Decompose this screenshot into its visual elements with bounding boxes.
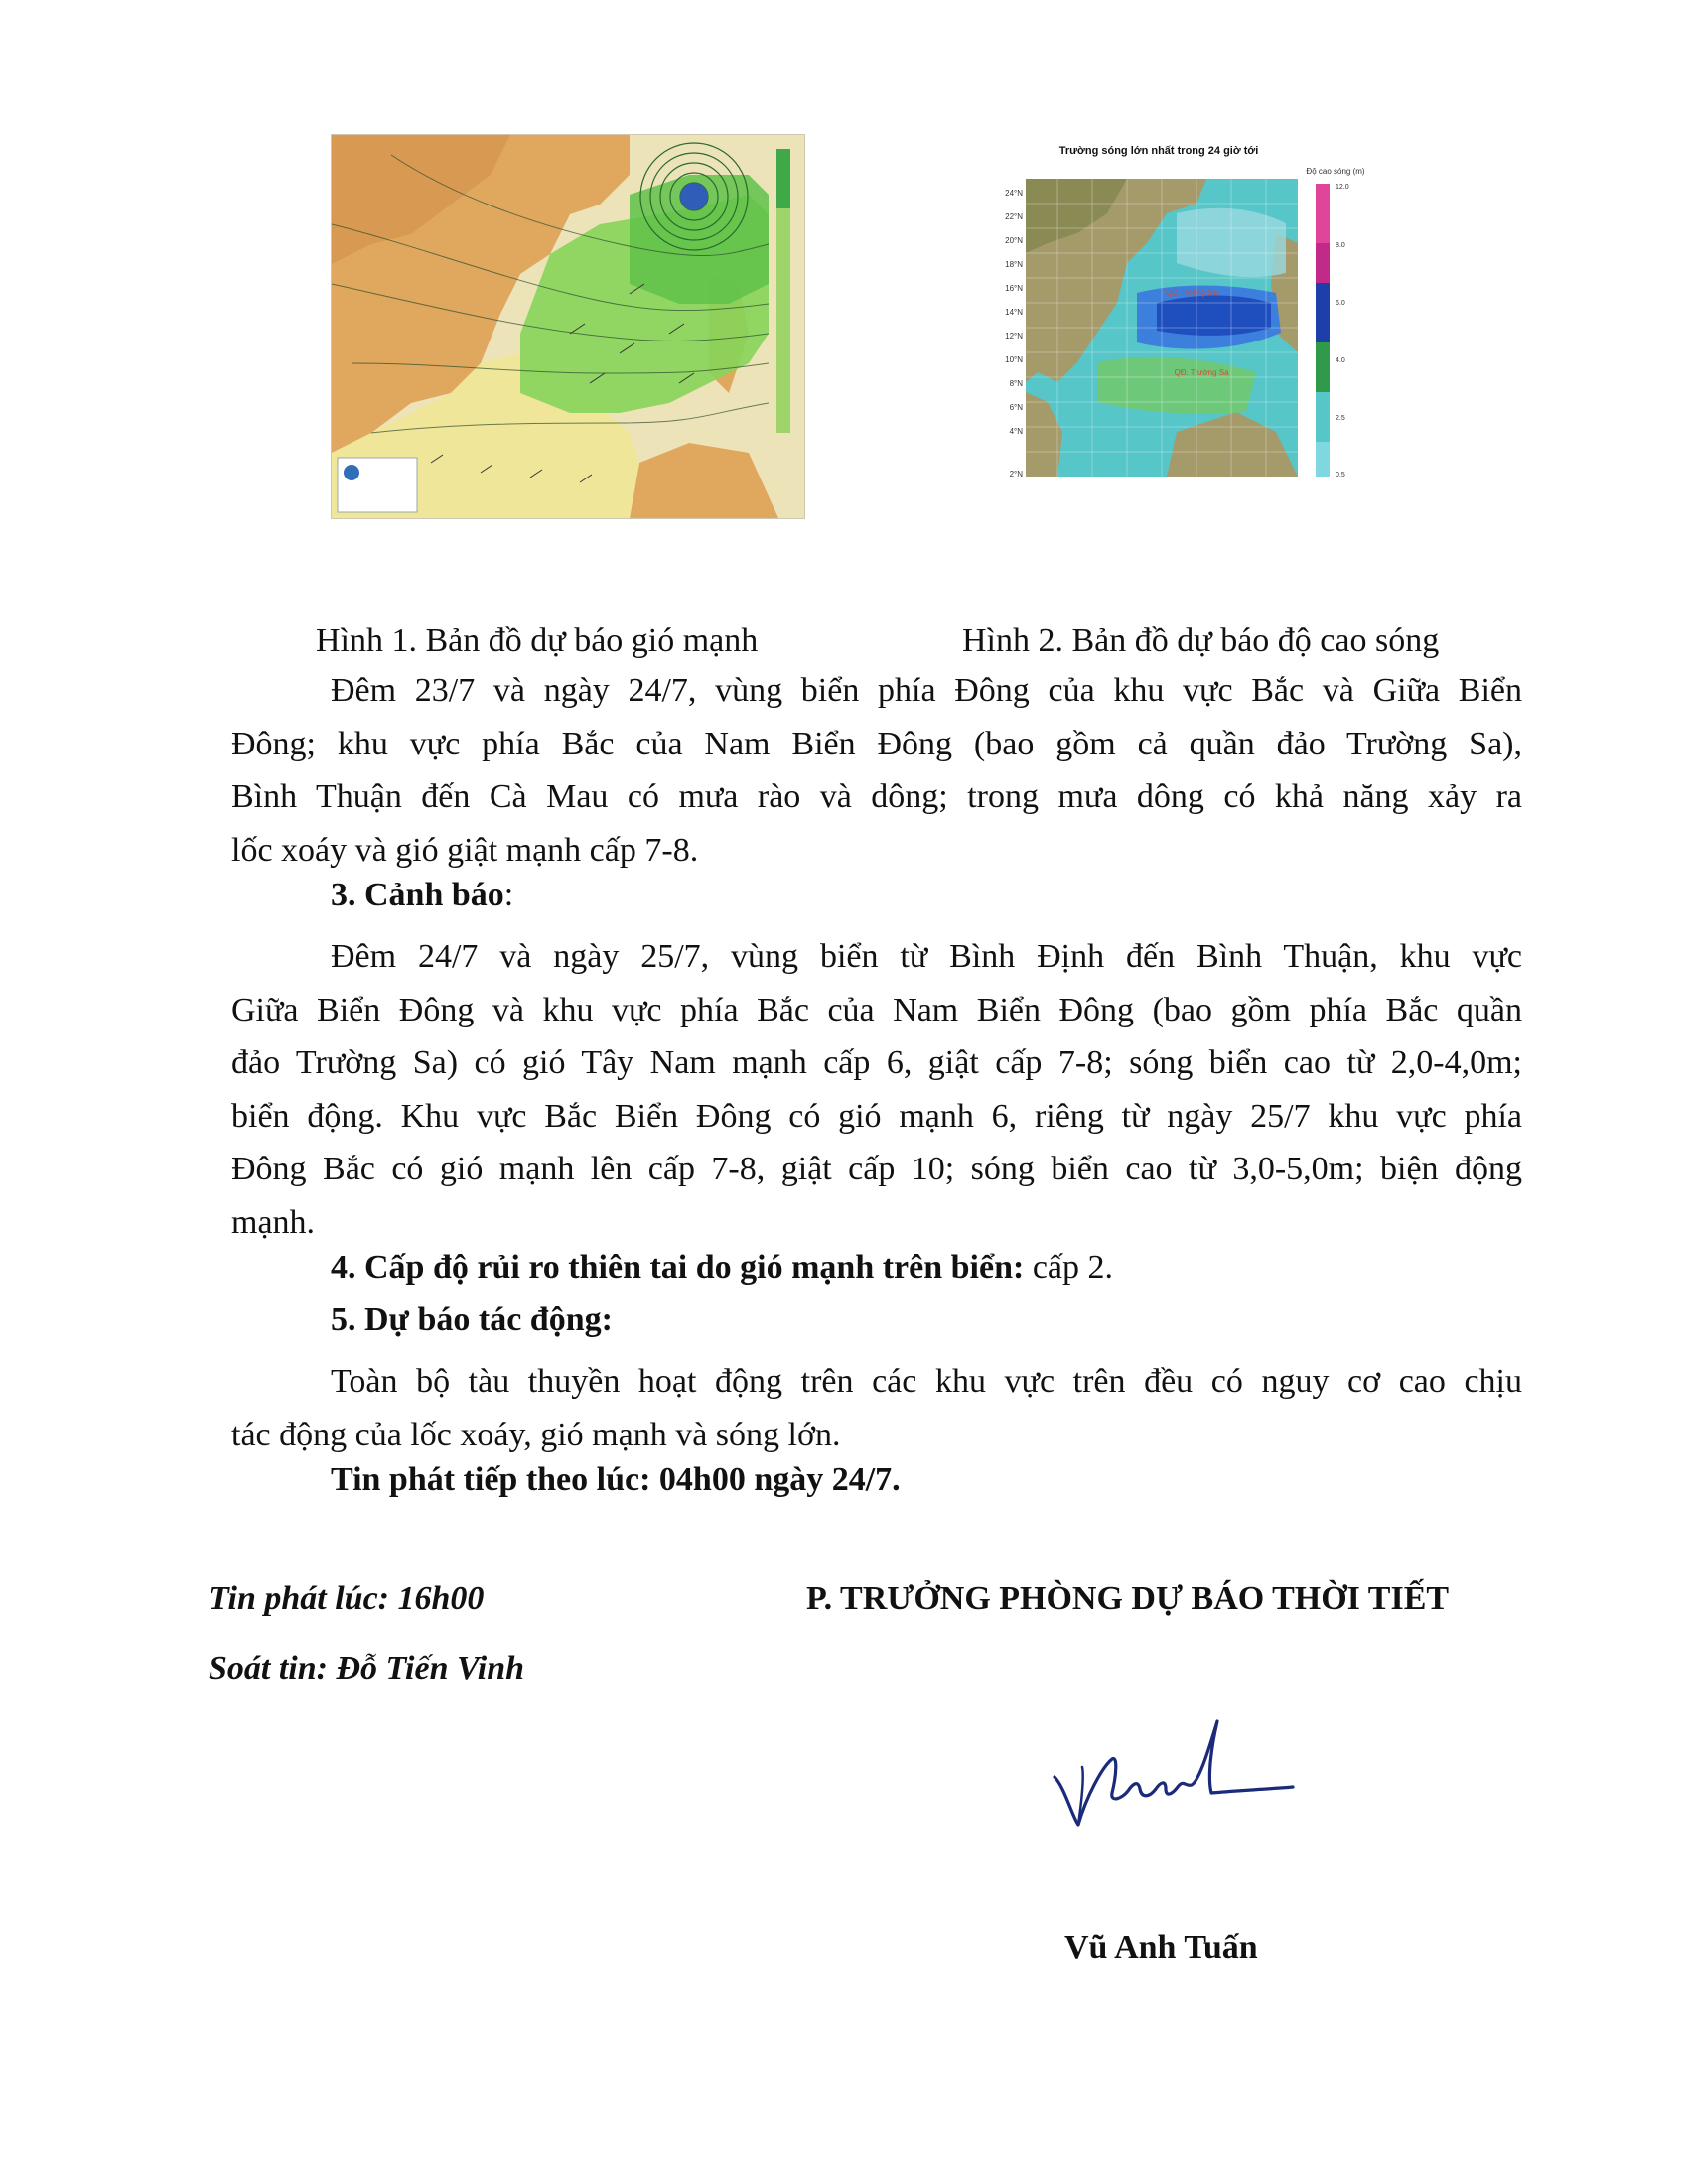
legend-tick: 12.0 [1336,184,1349,191]
section-heading-impact: 5. Dự báo tác động: [331,1301,613,1338]
paragraph-line: đảo Trường Sa) có gió Tây Nam mạnh cấp 6, giật cấp 7-8; sóng biển cao từ 2,0-4,0m; [231,1044,1522,1081]
lat-label: 20°N [1005,236,1023,245]
handwritten-signature [1043,1707,1301,1846]
paragraph-impact [231,1355,1522,1461]
section-heading-colon: : [503,877,514,913]
region-label-hoang-sa: QĐ. Hoàng Sa [1165,288,1218,297]
wave-height-map [978,134,1385,511]
wave-map-title: Trường sóng lớn nhất trong 24 giờ tới [1058,145,1259,157]
lat-label: 4°N [1009,427,1023,436]
wave-map-graphic [978,134,1385,511]
paragraph-weather [231,664,1522,877]
wind-forecast-map [331,134,805,519]
paragraph-warning [231,930,1522,1249]
paragraph-line: lốc xoáy và gió giật mạnh cấp 7-8. [231,831,699,869]
paragraph-line: Giữa Biển Đông và khu vực phía Bắc của Nam Biển Đông (bao gồm phía Bắc quần [231,991,1522,1028]
paragraph-line: tác động của lốc xoáy, gió mạnh và sóng lớn. [231,1416,841,1453]
lat-label: 6°N [1009,403,1023,412]
paragraph-line: Đêm 23/7 và ngày 24/7, vùng biển phía Đông của khu vực Bắc và Giữa Biển [331,672,1522,709]
wind-map-graphic [332,135,804,518]
figure-2-caption: Hình 2. Bản đồ dự báo độ cao sóng [962,622,1440,659]
paragraph-line: Đông Bắc có gió mạnh lên cấp 7-8, giật cấp 10; sóng biển cao từ 3,0-5,0m; biện động [231,1151,1522,1187]
legend-tick: 6.0 [1336,300,1345,307]
figure-1-caption: Hình 1. Bản đồ dự báo gió mạnh [316,622,759,659]
paragraph-line: Toàn bộ tàu thuyền hoạt động trên các khu vực trên đều có nguy cơ cao chịu [331,1363,1522,1400]
lat-label: 16°N [1005,284,1023,293]
wave-legend-title: Độ cao sóng (m) [1306,167,1365,176]
legend-tick: 4.0 [1336,357,1345,364]
lat-label: 2°N [1009,470,1023,478]
checked-by: Soát tin: Đỗ Tiến Vinh [209,1650,525,1687]
section-heading-text: 3. Cảnh báo [331,877,504,913]
issued-at: Tin phát lúc: 16h00 [209,1580,485,1617]
signer-title: P. TRƯỞNG PHÒNG DỰ BÁO THỜI TIẾT [806,1580,1450,1617]
paragraph-line: Đông; khu vực phía Bắc của Nam Biển Đông (bao gồm cả quần đảo Trường Sa), [231,725,1522,762]
lat-label: 24°N [1005,189,1023,198]
paragraph-line: mạnh. [231,1203,316,1241]
paragraph-line: Đêm 24/7 và ngày 25/7, vùng biển từ Bình Định đến Bình Thuận, khu vực [331,938,1522,975]
legend-tick: 2.5 [1336,415,1345,422]
lat-label: 10°N [1005,355,1023,364]
section-heading-warning [331,877,513,914]
lat-label: 22°N [1005,212,1023,221]
section-heading-risk-level [331,1249,1113,1287]
lat-label: 12°N [1005,332,1023,341]
lat-label: 8°N [1009,379,1023,388]
region-label-truong-sa: QĐ. Trường Sa [1174,368,1229,377]
risk-level-value: cấp 2. [1024,1249,1114,1286]
paragraph-line: Bình Thuận đến Cà Mau có mưa rào và dông; trong mưa dông có khả năng xảy ra [231,778,1522,815]
lat-label: 14°N [1005,308,1023,317]
next-issue-notice: Tin phát tiếp theo lúc: 04h00 ngày 24/7. [331,1461,901,1498]
legend-tick: 8.0 [1336,242,1345,249]
paragraph-line: biển động. Khu vực Bắc Biển Đông có gió mạnh 6, riêng từ ngày 25/7 khu vực phía [231,1097,1522,1135]
legend-tick: 0.5 [1336,472,1345,478]
lat-label: 18°N [1005,260,1023,269]
signer-name: Vũ Anh Tuấn [1064,1929,1258,1966]
risk-level-label: 4. Cấp độ rủi ro thiên tai do gió mạnh trên biển: [331,1249,1025,1286]
